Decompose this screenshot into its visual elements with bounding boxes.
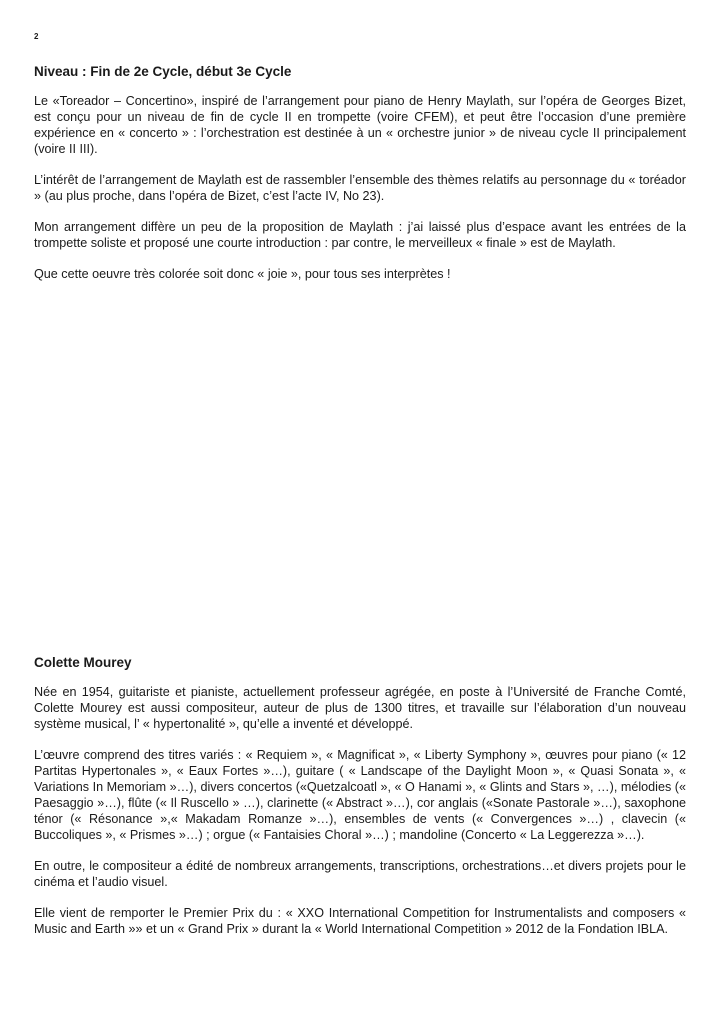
biography-heading: Colette Mourey bbox=[34, 655, 132, 670]
page-number: 2 bbox=[34, 32, 39, 41]
paragraph: L’intérêt de l’arrangement de Maylath est de rassembler l’ensemble des thèmes relatifs au personnage du « toréador » (au plus proche, dans l’opéra de Bizet, c’est l’acte IV, No 23). bbox=[34, 173, 686, 203]
paragraph: Mon arrangement diffère un peu de la proposition de Maylath : j’ai laissé plus d’espace avant les entrées de la trompette soliste et proposé une courte introduction : par contre, le merveilleux « finale » est de Maylath. bbox=[34, 220, 686, 250]
level-heading: Niveau : Fin de 2e Cycle, début 3e Cycle bbox=[34, 64, 292, 79]
level-section bbox=[34, 64, 686, 297]
biography-section bbox=[34, 655, 686, 952]
paragraph: L’œuvre comprend des titres variés : « Requiem », « Magnificat », « Liberty Symphony », œuvres pour piano (« 12 Partitas Hypertonales », « Eaux Fortes »…), guitare ( « Landscape of the Daylight Moon », « Quasi Sonata », « Variations In Memoriam »…), divers concertos («Quetzalcoatl », « O Hanami », « Glints and Stars », …), mélodies (« Paesaggio »…), flûte (« Il Ruscello » …), clarinette (« Abstract »…), cor anglais («Sonate Pastorale »…), saxophone ténor (« Résonance »,« Makadam Romanze »…), ensembles de vents (« Convergences »…) , clavecin (« Buccoliques », « Prismes »…) ; orgue (« Fantaisies Choral »…) ; mandoline (Concerto « La Leggerezza »…). bbox=[34, 748, 686, 842]
paragraph: Le «Toreador – Concertino», inspiré de l’arrangement pour piano de Henry Maylath, sur l’opéra de Georges Bizet, est conçu pour un niveau de fin de cycle II en trompette (voire CFEM), et peut être l’occasion d’une première expérience en « concerto » : l’orchestration est destinée à un « orchestre junior » de niveau cycle II principalement (voire II III). bbox=[34, 94, 686, 156]
paragraph: Que cette oeuvre très colorée soit donc « joie », pour tous ses interprètes ! bbox=[34, 267, 451, 281]
paragraph: Née en 1954, guitariste et pianiste, actuellement professeur agrégée, en poste à l’Université de Franche Comté, Colette Mourey est aussi compositeur, auteur de plus de 1300 titres, et travaille sur l’élaboration d’un nouveau système musical, l’ « hypertonalité », qu’elle a inventé et développé. bbox=[34, 685, 686, 731]
paragraph: Elle vient de remporter le Premier Prix du : « XXO International Competition for Instrumentalists and composers « Music and Earth »» et un « Grand Prix » durant la « World International Competition » 2012 de la Fondation IBLA. bbox=[34, 906, 686, 936]
paragraph: En outre, le compositeur a édité de nombreux arrangements, transcriptions, orchestrations…et divers projets pour le cinéma et l’audio visuel. bbox=[34, 859, 686, 889]
